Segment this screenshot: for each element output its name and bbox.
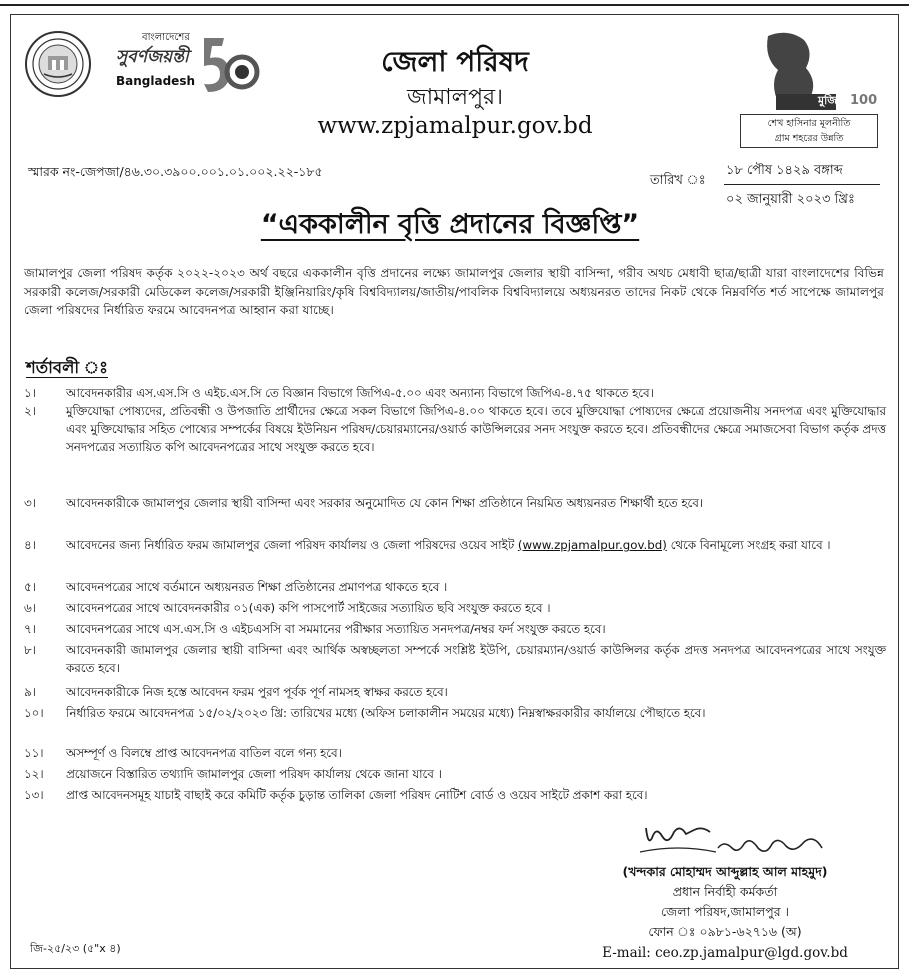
intro-paragraph: জামালপুর জেলা পরিষদ কর্তৃক ২০২২-২০২৩ অর্থ বছরে এককালীন বৃত্তি প্রদানের লক্ষ্যে জামালপুর জেলার স্থায়ী বাসিন্দা, গরীব অথচ মেধাবী ছাত্র/ছাত্রী যারা বাংলাদেশের বিভিন্ন সরকারী কলেজ/সরকারী মেডিকেল কলেজ/সরকারী ইঞ্জিনিয়ারিং/কৃষি বিশ্ববিদ্যালয়/জাতীয়/পাবলিক বিশ্ববিদ্যালয়ে অধ্যয়নরত তাদের নিকট থেকে নিম্নবর্ণিত শর্ত সাপেক্ষে জামালপুর জেলা পরিষদের নির্ধারিত ফরমে আবেদনপত্র আহ্বান করা যাচ্ছে। [24, 266, 884, 317]
jubilee-small-text: বাংলাদেশের [142, 32, 190, 43]
svg-text:মুজিব: মুজিব [818, 94, 844, 107]
condition-text-part: আবেদনের জন্য নির্ধারিত ফরম জামালপুর জেলা পরিষদ কার্যালয় ও জেলা পরিষদের ওয়েব সাইট [66, 538, 518, 552]
condition-item [24, 705, 886, 723]
date-bangla: ১৮ পৌষ ১৪২৯ বঙ্গাব্দ [726, 163, 843, 178]
website-link[interactable]: (www.zpjamalpur.gov.bd) [517, 538, 667, 552]
signatory-email[interactable]: E-mail: ceo.zp.jamalpur@lgd.gov.bd [602, 945, 848, 961]
svg-text:100: 100 [850, 93, 878, 108]
condition-number: ৭। [24, 622, 36, 636]
condition-text: প্রাপ্ত আবেদনসমূহ যাচাই বাছাই করে কমিটি কর্তৃক চুড়ান্ত তালিকা জেলা পরিষদ নোটিশ বোর্ড ও ওয়েব সাইটে প্রকাশ করা হবে। [66, 788, 648, 802]
condition-number: ১। [24, 386, 36, 400]
condition-item [24, 403, 886, 456]
condition-item [24, 537, 886, 555]
signatory-name: (খন্দকার মোহাম্মদ আব্দুল্লাহ আল মাহমুদ) [622, 864, 828, 879]
condition-text: প্রয়োজনে বিস্তারিত তথ্যাদি জামালপুর জেলা পরিষদ কার্যালয় থেকে জানা যাবে । [66, 767, 442, 781]
condition-number: ৪। [24, 538, 36, 552]
condition-text [66, 537, 886, 555]
condition-number: ৮। [24, 643, 36, 657]
condition-number: ১৩। [24, 788, 44, 802]
jubilee-main-text: সুবর্ণজয়ন্তী [116, 47, 189, 67]
top-border [0, 0, 909, 6]
mujib-caption-line1: শেখ হাসিনার মূলনীতি [767, 118, 851, 129]
jubilee-english-text: Bangladesh [116, 74, 196, 88]
condition-number: ১০। [24, 706, 44, 720]
condition-item [24, 621, 886, 639]
district-council-seal-icon [24, 30, 92, 98]
office-location: জামালপুর। [407, 85, 503, 110]
condition-text: আবেদনকারী জামালপুর জেলার স্থায়ী বাসিন্দা এবং আর্থিক অস্বচ্ছলতা সম্পর্কে সংশ্লিষ্ট ইউপি, চেয়ারম্যান/ওয়ার্ড কাউন্সিলর কর্তৃক প্রদত্ত সনদপত্র আবেদনপত্রের সাথে সংযুক্ত করতে হবে। [66, 643, 886, 675]
condition-text: আবেদনপত্রের সাথে আবেদনকারীর ০১(এক) কপি পাসপোর্ট সাইজের সত্যায়িত ছবি সংযুক্ত করতে হবে । [66, 601, 551, 615]
office-name: জেলা পরিষদ [381, 45, 529, 78]
condition-number: ৬। [24, 601, 36, 615]
signatory-office: জেলা পরিষদ,জামালপুর । [660, 904, 790, 919]
condition-item [24, 745, 886, 763]
portrait-icon [748, 28, 878, 112]
signatory-phone: ফোন ঃ ০৯৮১-৬২৭১৬ (অ) [648, 924, 802, 939]
signatory-designation: প্রধান নির্বাহী কর্মকর্তা [672, 884, 778, 899]
condition-number: ২। [24, 404, 36, 418]
condition-item [24, 787, 886, 805]
condition-number: ১২। [24, 767, 44, 781]
mujib-caption-line2: গ্রাম শহরের উন্নতি [774, 133, 844, 144]
condition-text: আবেদনপত্রের সাথে বর্তমানে অধ্যয়নরত শিক্ষা প্রতিষ্ঠানের প্রমাণপত্র থাকতে হবে । [66, 580, 448, 594]
condition-number: ৯। [24, 685, 36, 699]
date-english: ০২ জানুয়ারী ২০২৩ খ্রিঃ [726, 192, 855, 207]
condition-number: ১১। [24, 746, 44, 760]
conditions-heading: শর্তাবলী ঃ [26, 358, 108, 377]
condition-item [24, 766, 886, 784]
condition-text: অসম্পূর্ণ ও বিলম্বে প্রাপ্ত আবেদনপত্র বাতিল বলে গন্য হবে। [66, 746, 342, 760]
condition-number: ৩। [24, 496, 36, 510]
condition-item [24, 600, 886, 618]
condition-text-part: থেকে বিনামূল্যে সংগ্রহ করা যাবে । [666, 538, 831, 552]
date-divider [724, 184, 880, 185]
condition-text: আবেদনকারীকে জামালপুর জেলার স্থায়ী বাসিন্দা এবং সরকার অনুমোদিত যে কোন শিক্ষা প্রতিষ্ঠানে নিয়মিত অধ্যয়নরত শিক্ষার্থী হতে হবে। [66, 496, 704, 510]
mujib-caption-box [740, 114, 878, 148]
memo-number: স্মারক নং-জেপজা/৪৬.৩০.৩৯০০.০০১.০১.০০২.২২-১৮৫ [28, 164, 323, 179]
condition-item [24, 642, 886, 678]
golden-jubilee-logo [100, 28, 260, 103]
jubilee-50-emblem-icon [198, 28, 260, 103]
condition-text: আবেদনকারীকে নিজ হস্তে আবেদন ফরম পুরণ পূর্বক পূর্ণ নামসহ স্বাক্ষর করতে হবে। [66, 685, 448, 699]
office-website: www.zpjamalpur.gov.bd [317, 113, 593, 139]
notice-title: “এককালীন বৃত্তি প্রদানের বিজ্ঞপ্তি” [260, 209, 640, 240]
date-label: তারিখ ঃ [650, 173, 706, 188]
condition-item [24, 385, 886, 403]
condition-item [24, 495, 886, 513]
condition-text: নির্ধারিত ফরমে আবেদনপত্র ১৫/০২/২০২৩ খ্রি: তারিখের মধ্যে (অফিস চলাকালীন সময়ের মধ্যে) নিম্নস্বাক্ষরকারীর কার্যালয়ে পৌছাতে হবে। [66, 706, 706, 720]
condition-text: মুক্তিযোদ্ধা পোষ্যদের, প্রতিবন্ধী ও উপজাতি প্রার্থীদের ক্ষেত্রে সকল বিভাগে জিপিএ-৪.০০ থাকতে হবে। তবে মুক্তিযোদ্ধা পোষ্যদের ক্ষেত্রে প্রয়োজনীয় সনদপত্র এবং মুক্তিযোদ্ধার এবং মুক্তিযোদ্ধার সহিত পোষ্যের সম্পর্কের বিষয়ে ইউনিয়ন পরিষদ/চেয়ারম্যানের/ওয়ার্ড কাউন্সিলরের সনদ সংযুক্ত করতে হবে। প্রতিবন্ধীদের ক্ষেত্রে সমাজসেবা বিভাগ কর্তৃক প্রদত্ত সনদপত্রের সত্যায়িত কপি আবেদনপত্রের সাথে সংযুক্ত করতে হবে। [66, 404, 886, 454]
condition-text: আবেদনকারীর এস.এস.সি ও এইচ.এস.সি তে বিজ্ঞান বিভাগে জিপিএ-৫.০০ এবং অন্যান্য বিভাগে জিপিএ-৪.৭৫ থাকতে হবে। [66, 386, 654, 400]
condition-item [24, 579, 886, 597]
condition-item [24, 684, 886, 702]
handwritten-signature-icon [628, 818, 848, 866]
footer-reference-code: জি-২৫/২৩ (৫"x ৪) [30, 942, 121, 955]
condition-number: ৫। [24, 580, 36, 594]
condition-text: আবেদনপত্রের সাথে এস.এস.সি ও এইচএসসি বা সমমানের পরীক্ষার সত্যায়িত সনদপত্র/নম্বর ফর্দ সংযুক্ত করতে হবে। [66, 622, 606, 636]
mujib-100-logo [740, 28, 878, 150]
